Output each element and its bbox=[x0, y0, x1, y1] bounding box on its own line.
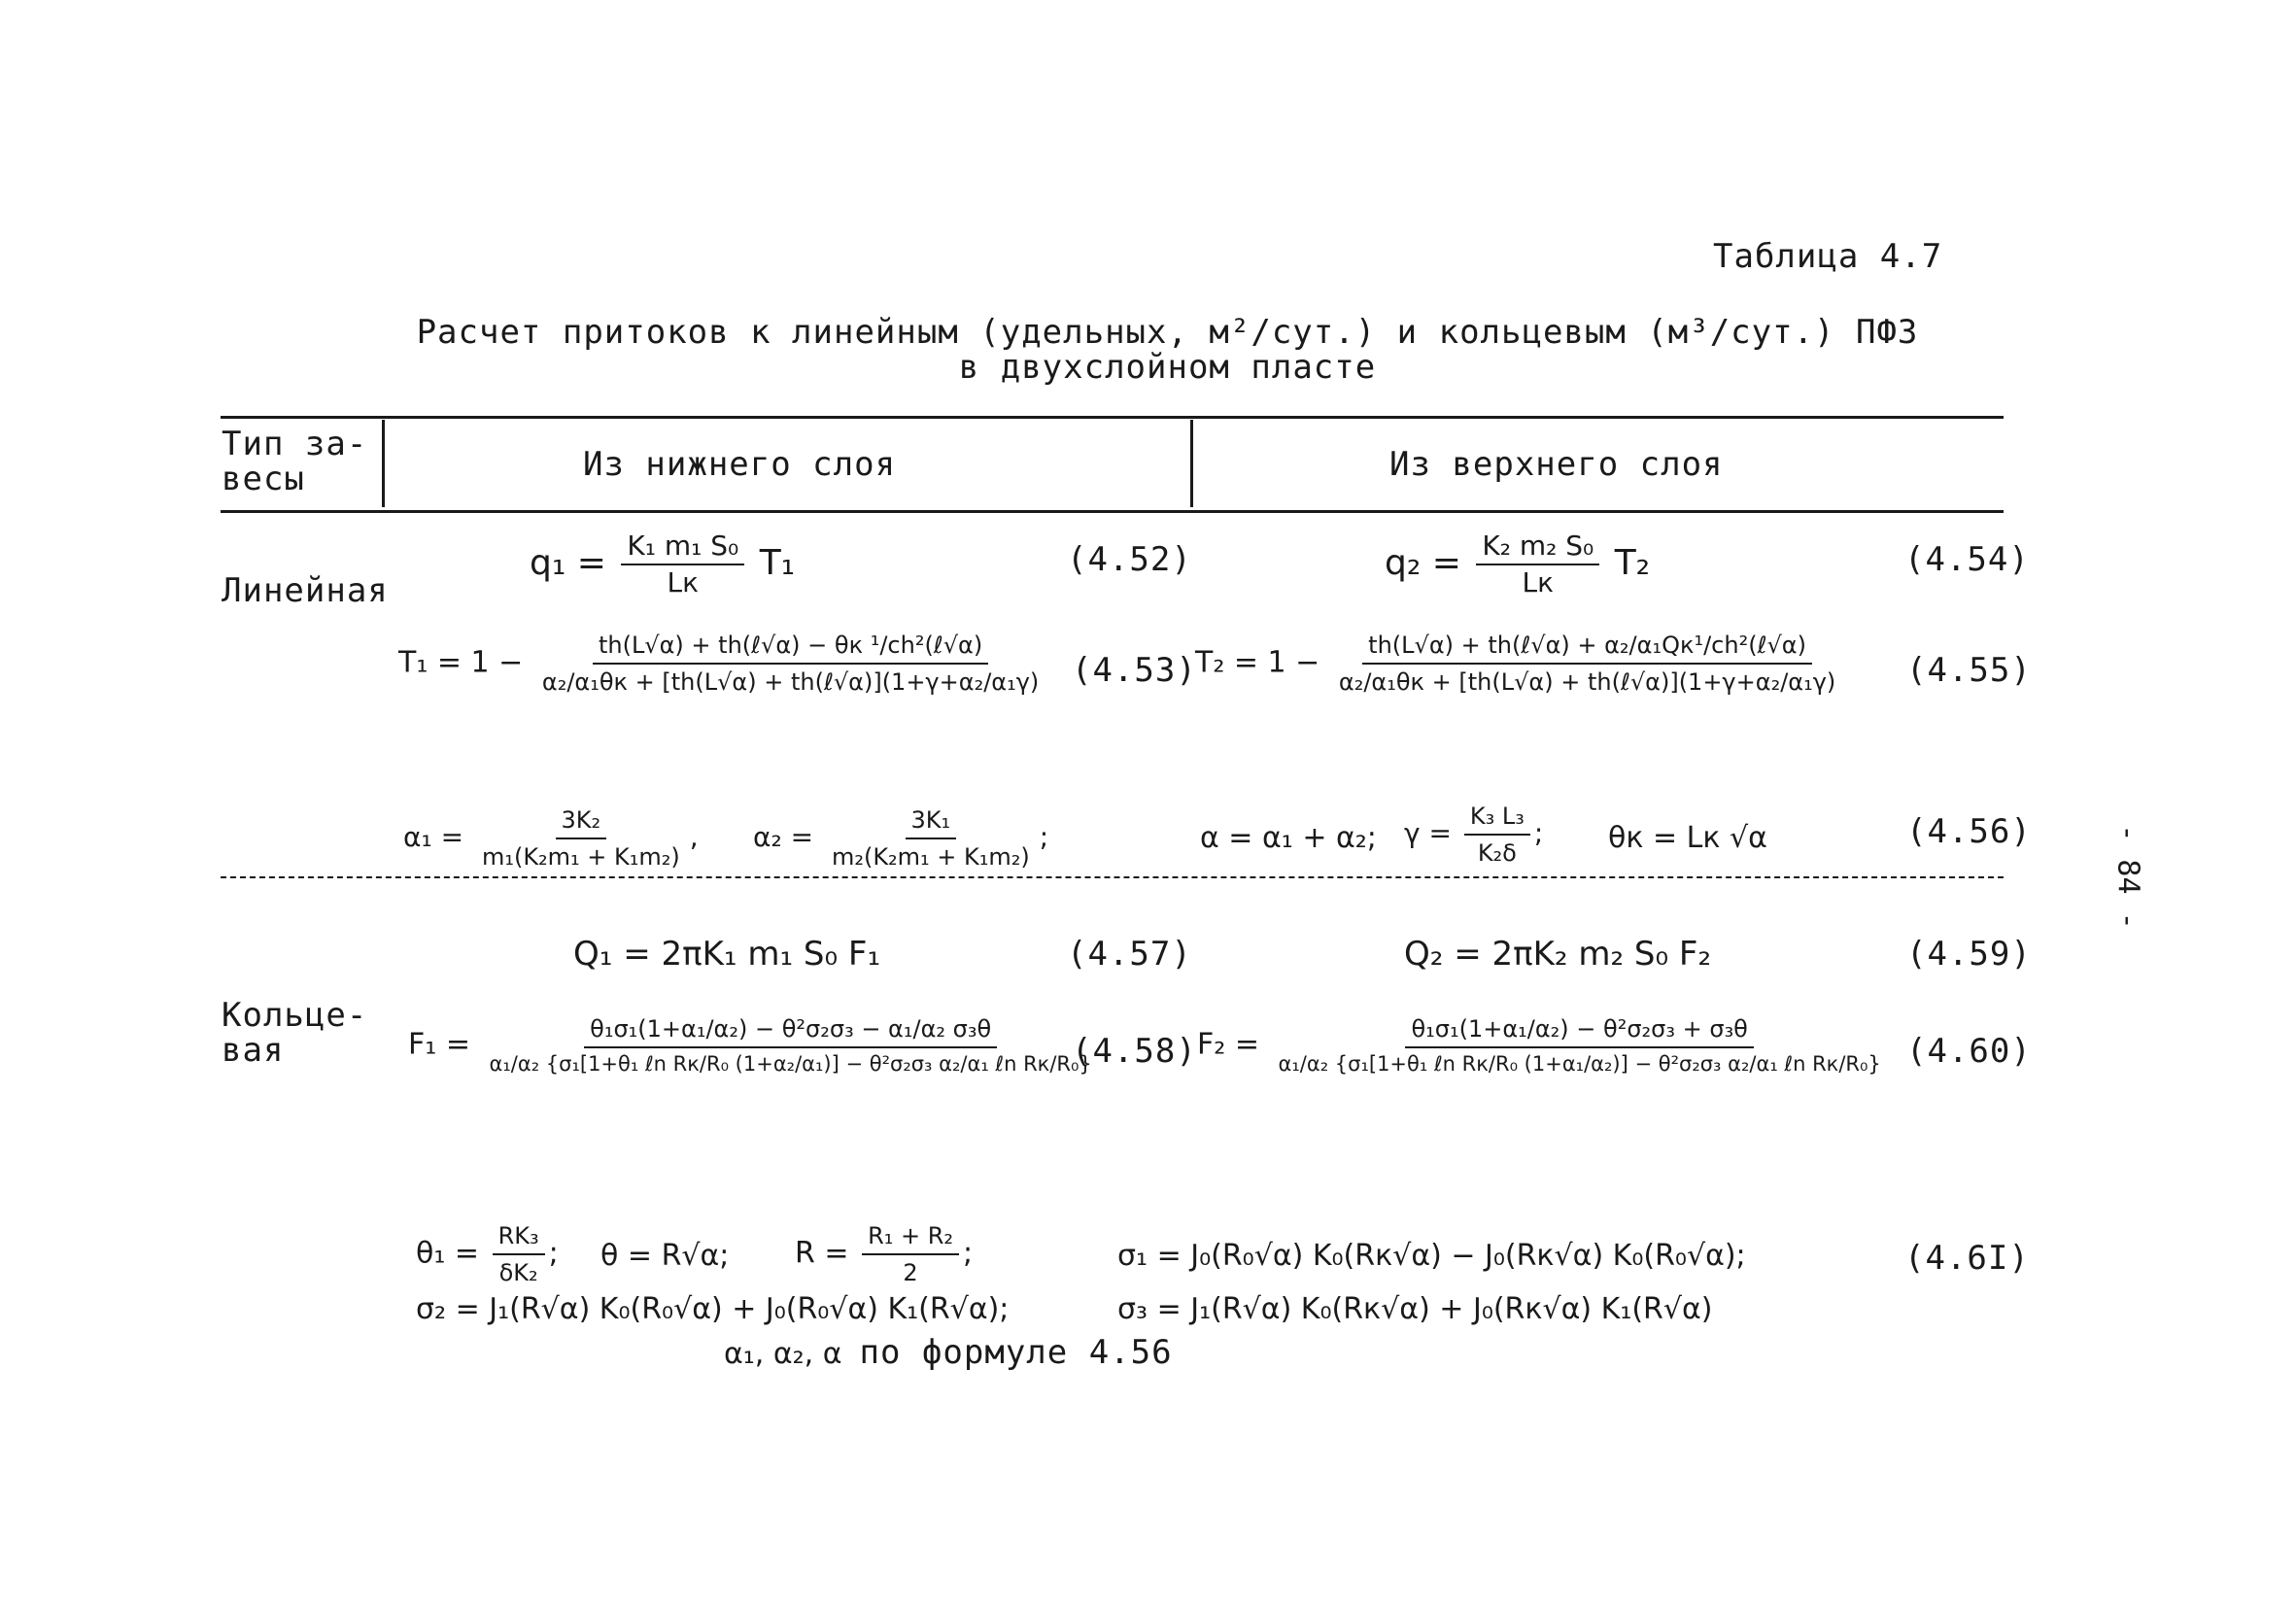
table-title-line2: в двухслойном пласте bbox=[958, 348, 1377, 387]
equation-Q1: Q₁ = 2πK₁ m₁ S₀ F₁ bbox=[573, 935, 881, 974]
equation-sigma1: σ₁ = J₀(R₀√α) K₀(Rк√α) − J₀(Rк√α) K₀(R₀√α); bbox=[1117, 1239, 1746, 1273]
column-header-lower: Из нижнего слоя bbox=[583, 445, 897, 484]
equation-F1: F₁ = $\frac{\text{θ₁σ₁(1+α₁/α₂) − θ²σ₂σ₃ − α₁/α₂ σ₃θ}}{\text{α₁/α₂ \{σ₁[1+θ₁ ℓn Rк/R₀ (1+α₂/α₁)] − θ²σ₂σ₃ α₂/α₁ ℓn Rк/R₀\}}}$ bbox=[408, 1015, 1092, 1076]
equation-number-4-60: (4.60) bbox=[1906, 1032, 2032, 1071]
equation-sigma2: σ₂ = J₁(R√α) K₀(R₀√α) + J₀(R₀√α) K₁(R√α); bbox=[416, 1292, 1010, 1326]
equation-sigma3: σ₃ = J₁(R√α) K₀(Rк√α) + J₀(Rк√α) K₁(R√α) bbox=[1117, 1292, 1713, 1326]
equation-gamma: γ = $\frac{\text{K₃ L₃}}{\text{K₂δ}}$ ; bbox=[1404, 803, 1544, 867]
equation-theta-k: θк = Lк √α bbox=[1608, 821, 1767, 855]
footnote-symbols: α₁, α₂, α bbox=[724, 1337, 842, 1371]
equation-number-4-54: (4.54) bbox=[1904, 540, 2030, 579]
equation-theta: θ = R√α; bbox=[600, 1239, 730, 1273]
row-separator-dashed bbox=[221, 876, 2004, 878]
equation-alpha2: α₂ = $\frac{\text{3K₁}}{\text{m₂(K₂m₁ + K₁m₂)}}$ ; bbox=[753, 806, 1049, 871]
table-header-rule bbox=[221, 510, 2004, 513]
column-divider-2 bbox=[1190, 420, 1193, 507]
equation-t2: T₂ = 1 − $\frac{\text{th(L√α) + th(ℓ√α) + α₂/α₁Qк¹/ch²(ℓ√α)}}{\text{α₂/α₁θк + [th(L√α) + th(ℓ√α)](1+γ+α₂/α₁γ)}}$ bbox=[1195, 632, 1836, 696]
equation-number-4-53: (4.53) bbox=[1072, 651, 1197, 690]
equation-number-4-59: (4.59) bbox=[1906, 935, 2032, 974]
table-title-line1: Расчет притоков к линейным (удельных, м²/сут.) и кольцевым (м³/сут.) ПФЗ bbox=[416, 313, 1919, 352]
equation-Q2: Q₂ = 2πK₂ m₂ S₀ F₂ bbox=[1404, 935, 1712, 974]
equation-R: R = $\frac{\text{R₁ + R₂}}{2}$ ; bbox=[795, 1222, 974, 1286]
equation-alpha1: α₁ = $\frac{\text{3K₂}}{\text{m₁(K₂m₁ + K₁m₂)}}$ , bbox=[403, 806, 699, 871]
equation-number-4-58: (4.58) bbox=[1072, 1032, 1197, 1071]
column-header-type: Тип за- весы bbox=[222, 425, 368, 498]
equation-F2: F₂ = $\frac{\text{θ₁σ₁(1+α₁/α₂) − θ²σ₂σ₃ + σ₃θ}}{\text{α₁/α₂ \{σ₁[1+θ₁ ℓn Rк/R₀ (1+α₁/α₂)] − θ²σ₂σ₃ α₂/α₁ ℓn Rк/R₀\}}}$ bbox=[1197, 1015, 1881, 1076]
column-divider-1 bbox=[382, 420, 385, 507]
equation-theta1: θ₁ = $\frac{\text{RK₃}}{\text{δK₂}}$ ; bbox=[416, 1222, 559, 1286]
equation-q1: q₁ = $\frac{\text{K₁ m₁ S₀}}{Lк}$ T₁ bbox=[530, 530, 796, 598]
equation-number-4-57: (4.57) bbox=[1067, 935, 1192, 974]
footnote bbox=[724, 1333, 1173, 1372]
table-top-rule bbox=[221, 416, 2004, 419]
equation-number-4-52: (4.52) bbox=[1067, 540, 1192, 579]
table-label: Таблица 4.7 bbox=[1713, 237, 1943, 276]
equation-number-4-55: (4.55) bbox=[1906, 651, 2032, 690]
row-label-ring: Кольце- вая bbox=[222, 996, 368, 1070]
equation-number-4-56: (4.56) bbox=[1906, 812, 2032, 851]
equation-q2: q₂ = $\frac{\text{K₂ m₂ S₀}}{Lк}$ T₂ bbox=[1385, 530, 1651, 598]
equation-alpha-sum: α = α₁ + α₂; bbox=[1200, 821, 1377, 855]
footnote-text: по формуле 4.56 bbox=[859, 1333, 1173, 1372]
equation-t1: T₁ = 1 − $\frac{\text{th(L√α) + th(ℓ√α) − θк ¹/ch²(ℓ√α)}}{\text{α₂/α₁θк + [th(L√α) + th(ℓ√α)](1+γ+α₂/α₁γ)}}$ bbox=[398, 632, 1040, 696]
row-label-linear: Линейная bbox=[222, 571, 389, 610]
column-header-upper: Из верхнего слоя bbox=[1389, 445, 1724, 484]
page-number: - 84 - bbox=[2110, 824, 2145, 930]
equation-number-4-61: (4.6I) bbox=[1904, 1239, 2030, 1278]
